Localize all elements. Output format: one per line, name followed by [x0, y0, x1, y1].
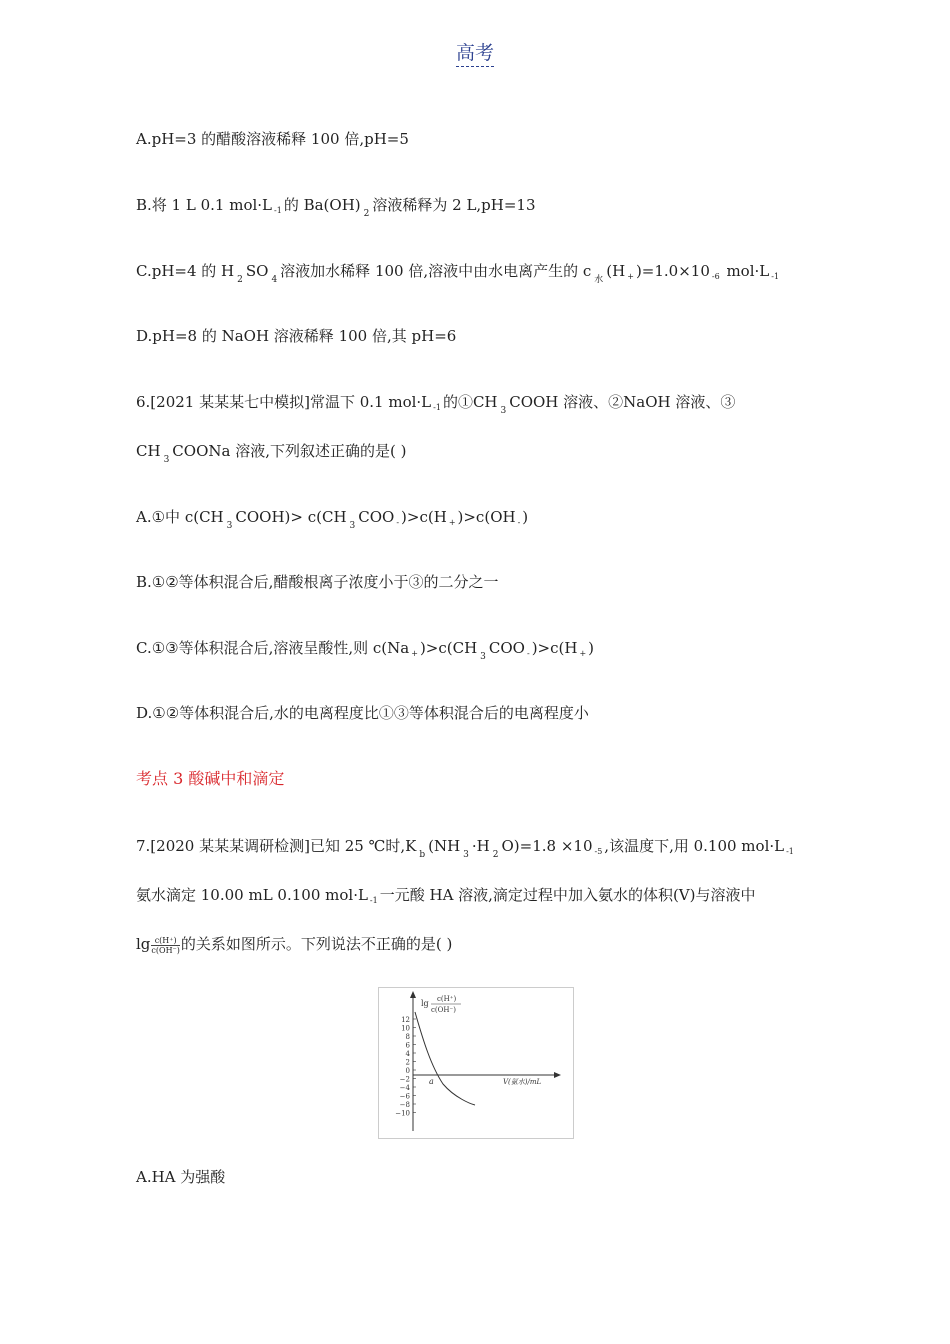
q6-option-a — [136, 507, 528, 530]
text: COO — [488, 639, 525, 657]
q5-option-d: D.pH=8 的 NaOH 溶液稀释 100 倍,其 pH=6 — [136, 327, 457, 345]
sup: -1 — [433, 403, 441, 412]
q6-stem-line1 — [136, 392, 735, 415]
text: 的①CH — [442, 393, 498, 411]
text: C.pH=4 的 H — [136, 262, 235, 280]
y-tick-label: 4 — [405, 1050, 410, 1058]
sub: 3 — [349, 521, 356, 531]
q6-option-b: B.①②等体积混合后,醋酸根离子浓度小于③的二分之一 — [136, 573, 499, 591]
text: )>c(H — [531, 639, 578, 657]
y-tick-label: 6 — [405, 1041, 410, 1050]
text: (H — [606, 262, 626, 280]
y-tick-label: 10 — [401, 1024, 410, 1033]
sub: 3 — [480, 652, 486, 662]
titration-curve — [415, 1012, 475, 1105]
header-title-link[interactable]: 高考 — [456, 42, 494, 67]
sub: 2 — [363, 209, 370, 219]
sup: - — [526, 649, 530, 658]
text: )=1.0×10 — [635, 262, 710, 280]
fraction-denominator: c(OH⁻) — [151, 945, 180, 955]
sup: - — [517, 518, 521, 527]
text: COOH 溶液、②NaOH 溶液、③ — [509, 393, 736, 411]
text: CH — [136, 442, 161, 460]
text: COONa 溶液,下列叙述正确的是( ) — [172, 442, 407, 460]
sub: 2 — [237, 275, 243, 285]
y-tick-label: −2 — [399, 1075, 410, 1084]
text: C.①③等体积混合后,溶液呈酸性,则 c(Na — [136, 639, 410, 657]
y-axis-label-prefix: lg — [421, 999, 429, 1008]
y-axis-label-den: c(OH⁻) — [431, 1006, 456, 1014]
sup: + — [579, 649, 587, 658]
q5-option-c — [136, 261, 781, 284]
q6-stem-line2 — [136, 441, 406, 464]
text: ) — [588, 639, 595, 657]
text: mol·L — [721, 262, 770, 280]
sup: -1 — [274, 206, 282, 215]
q6-option-d: D.①②等体积混合后,水的电离程度比①③等体积混合后的电离程度小 — [136, 704, 589, 722]
text: 一元酸 HA 溶液,滴定过程中加入氨水的体积(V)与溶液中 — [379, 886, 756, 904]
x-axis-arrow — [554, 1072, 561, 1078]
text: ·H — [471, 837, 490, 855]
section-heading: 考点 3 酸碱中和滴定 — [136, 769, 285, 788]
titration-figure — [378, 987, 574, 1139]
y-tick-label: 0 — [405, 1067, 410, 1075]
y-tick-label: −6 — [399, 1092, 410, 1101]
text: B.将 1 L 0.1 mol·L — [136, 196, 273, 214]
sub: 3 — [226, 521, 233, 531]
q7-stem-line1 — [136, 836, 796, 859]
fraction-numerator: c(H⁺) — [151, 936, 179, 946]
sup: + — [448, 518, 456, 527]
text: O)=1.8 ×10 — [501, 837, 593, 855]
text: lg — [136, 935, 151, 953]
sub: 3 — [163, 455, 170, 465]
point-a-label: a — [429, 1077, 434, 1086]
q6-option-c — [136, 638, 594, 661]
text: A.①中 c(CH — [136, 508, 224, 526]
sup: -1 — [771, 272, 780, 281]
sub: 2 — [492, 850, 499, 860]
text: )>c(CH — [419, 639, 478, 657]
sub: 4 — [271, 275, 278, 285]
sup: + — [411, 649, 418, 658]
sub: 水 — [594, 275, 604, 285]
y-axis-label-num: c(H⁺) — [437, 995, 457, 1003]
y-tick-label: 2 — [405, 1058, 410, 1067]
sup: -1 — [786, 847, 794, 856]
q7-stem-line3 — [136, 934, 452, 955]
text: 溶液稀释为 2 L,pH=13 — [372, 196, 536, 214]
sup: -1 — [369, 896, 378, 905]
sub: 3 — [500, 406, 507, 416]
sup: -5 — [594, 847, 603, 856]
q7-stem-line2 — [136, 885, 755, 908]
text: 6.[2021 某某某七中模拟]常温下 0.1 mol·L — [136, 393, 432, 411]
text: 溶液加水稀释 100 倍,溶液中由水电离产生的 c — [280, 262, 592, 280]
text: COO — [358, 508, 395, 526]
q5-option-a: A.pH=3 的醋酸溶液稀释 100 倍,pH=5 — [136, 130, 409, 148]
sup: - — [396, 518, 400, 527]
text: )>c(H — [401, 508, 447, 526]
text: 的 Ba(OH) — [283, 196, 361, 214]
sub: 3 — [463, 850, 469, 860]
x-axis-label: V(氨水)/mL — [503, 1078, 542, 1086]
y-tick-label: −10 — [395, 1109, 410, 1118]
text: )>c(OH — [457, 508, 516, 526]
sup: -6 — [711, 272, 720, 281]
fraction — [151, 936, 179, 955]
q7-option-a: A.HA 为强酸 — [136, 1168, 226, 1186]
y-tick-label: −4 — [399, 1084, 410, 1092]
y-tick-label: −8 — [399, 1101, 410, 1109]
text: 的关系如图所示。下列说法不正确的是( ) — [180, 935, 453, 953]
sub: b — [419, 850, 426, 860]
text: SO — [245, 262, 269, 280]
sup: + — [627, 272, 634, 281]
text: ) — [522, 508, 529, 526]
y-axis-arrow — [410, 991, 416, 998]
text: COOH)> c(CH — [235, 508, 347, 526]
text: 氨水滴定 10.00 mL 0.100 mol·L — [136, 886, 368, 904]
text: 7.[2020 某某某调研检测]已知 25 ℃时,K — [136, 837, 417, 855]
y-tick-label: 12 — [401, 1016, 410, 1024]
text: ,该温度下,用 0.100 mol·L — [604, 837, 785, 855]
page-header — [0, 38, 950, 65]
q5-option-b — [136, 195, 536, 218]
text: (NH — [428, 837, 461, 855]
titration-graph — [379, 988, 573, 1138]
y-tick-label: 8 — [405, 1033, 410, 1041]
